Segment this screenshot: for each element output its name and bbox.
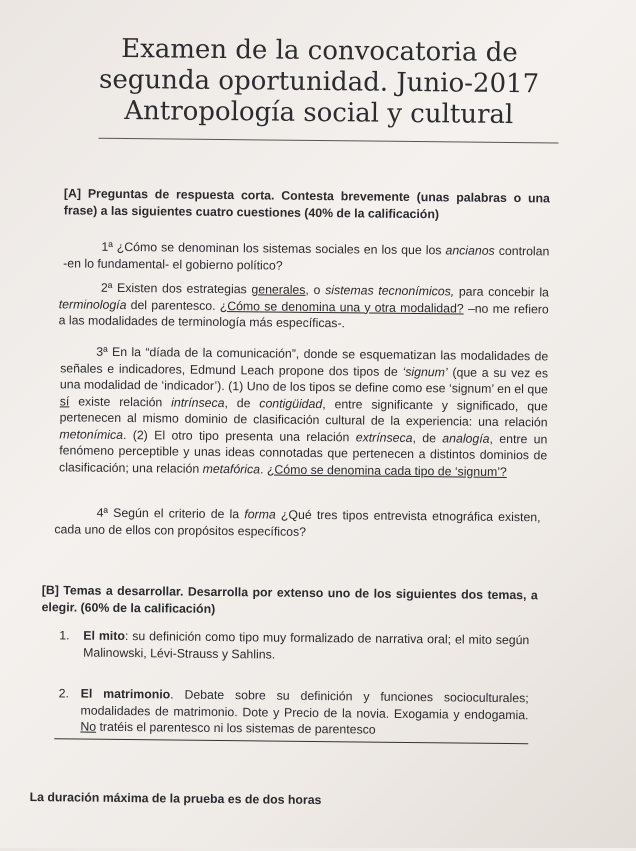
question-4-number: 4ª <box>96 505 109 520</box>
title-line-2: segunda oportunidad. Junio-2017 <box>98 64 540 100</box>
item-1-number: 1. <box>59 628 70 643</box>
section-b-heading: [B] Temas a desarrollar. Desarrolla por extenso uno de los siguientes dos temas, a elegir. (60% de la calificación) <box>41 583 538 616</box>
question-1-number: 1ª <box>101 239 113 254</box>
item-2-number: 2. <box>58 686 70 701</box>
question-3: 3ª En la “díada de la comunicación”, donde se esquematizan las modalidades de señales e indicadores, Edmund Leach propone dos tipos de ‘signum’ (que a su vez es una modalidad de ‘indicador’). (1) Uno de los tipos se define como ese ‘signum’ en el que sí existe relación intrínseca, de contigüidad, entre significante y significado, que pertenecen al mismo dominio de clasificación cultural de la experiencia: una relación metonímica. (2) El otro tipo presenta una relación extrínseca, de analogía, entre un fenómeno perceptible y unas ideas connotadas que pertenecen a distintos dominios de clasificación; una relación metafórica. ¿Cómo se denomina cada tipo de ‘signum’? <box>59 344 549 479</box>
title-underline <box>99 138 559 144</box>
exam-title <box>59 33 580 131</box>
question-2: 2ª Existen dos estrategias generales, o sistemas tecnonímicos, para concebir la terminología del parentesco. ¿Cómo se denomina una y otra modalidad? –no me refiero a las modalidades de terminología más específicas-. <box>58 280 550 331</box>
question-2-number: 2ª <box>100 280 113 295</box>
section-a-heading: [A] Preguntas de respuesta corta. Contesta brevemente (unas palabras o una frase) a las siguientes cuatro cuestiones (40% de la calificación) <box>63 186 551 221</box>
question-3-number: 3ª <box>96 344 108 359</box>
question-1: 1ª ¿Cómo se denominan los sistemas sociales en los que los ancianos controlan -en lo fundamental- el gobierno político? <box>63 239 550 273</box>
title-line-1: Examen de la convocatoria de <box>121 33 518 69</box>
question-4: 4ª Según el criterio de la forma ¿Qué tres tipos entrevista etnográfica existen, cada uno de ellos con propósitos específicos? <box>54 505 541 539</box>
item-1-text: El mito: su definición como tipo muy formalizado de narrativa oral; el mito según Malinowski, Lévi-Strauss y Sahlins. <box>83 628 530 662</box>
item-2-text: El matrimonio. Debate sobre su definición y funciones socioculturales; modalidades de matrimonio. Dote y Precio de la novia. Exogamia y endogamia. No tratéis el parentesco ni los sistemas de parentesco <box>80 686 529 737</box>
duration-note: La duración máxima de la prueba es de dos horas <box>29 790 322 808</box>
title-line-3: Antropología social y cultural <box>124 95 514 131</box>
section-b-rule <box>54 738 528 744</box>
